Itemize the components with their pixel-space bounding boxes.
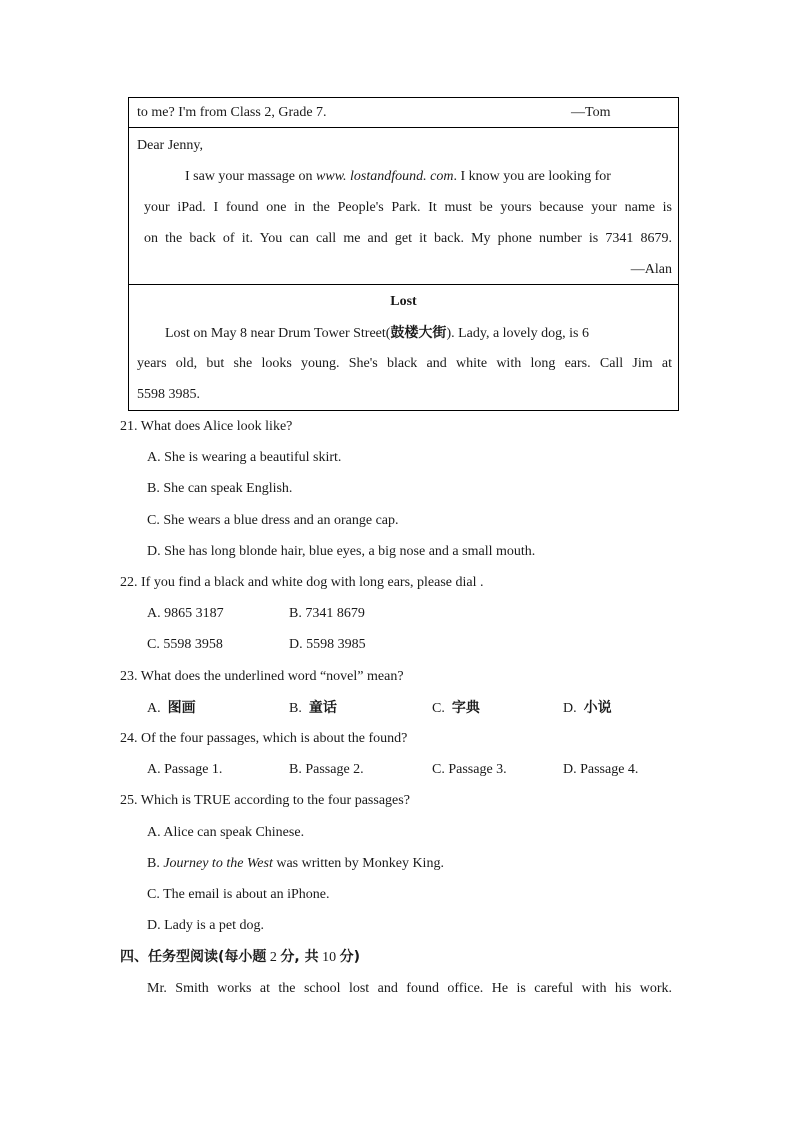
- email-line-3: on the back of it. You can call me and get it back. My phone number is 7341 8679.: [144, 231, 672, 246]
- section-four-first-line: Mr. Smith works at the school lost and found office. He is careful with his work.: [147, 981, 672, 996]
- email-line-1: I saw your massage on www. lostandfound. com. I know you are looking for: [185, 169, 611, 184]
- question-22-option-d: D. 5598 3985: [289, 637, 366, 652]
- lost-title: Lost: [390, 294, 417, 309]
- passage-box-email: [128, 127, 679, 285]
- question-21-option-d: D. She has long blonde hair, blue eyes, a big nose and a small mouth.: [147, 544, 536, 559]
- question-25-option-a: A. Alice can speak Chinese.: [147, 825, 305, 840]
- question-21-option-a: A. She is wearing a beautiful skirt.: [147, 450, 342, 465]
- question-23-stem: 23. What does the underlined word “novel” mean?: [120, 669, 404, 684]
- question-24-option-b: B. Passage 2.: [289, 762, 364, 777]
- section-four-heading: 四、任务型阅读(每小题 2 分, 共 10 分): [120, 949, 361, 965]
- question-23-option-b: B. 童话: [289, 700, 337, 716]
- email-greeting: Dear Jenny,: [137, 138, 203, 153]
- question-22-stem: 22. If you find a black and white dog with long ears, please dial .: [120, 575, 484, 590]
- lost-line-3: 5598 3985.: [137, 387, 200, 402]
- lost-line-1: Lost on May 8 near Drum Tower Street(鼓楼大街). Lady, a lovely dog, is 6: [165, 325, 590, 341]
- passage-box-top: [128, 97, 679, 128]
- question-21-option-c: C. She wears a blue dress and an orange cap.: [147, 513, 399, 528]
- question-25-option-d: D. Lady is a pet dog.: [147, 918, 265, 933]
- question-25-stem: 25. Which is TRUE according to the four passages?: [120, 793, 410, 808]
- question-25-option-b: B. Journey to the West was written by Monkey King.: [147, 856, 444, 871]
- email-url: www. lostandfound. com: [316, 169, 454, 184]
- lost-line-2: years old, but she looks young. She's black and white with long ears. Call Jim at: [137, 356, 672, 371]
- email-line-2: your iPad. I found one in the People's Park. It must be yours because your name is: [144, 200, 672, 215]
- passage-box-lost: [128, 284, 679, 411]
- question-23-option-a: A. 图画: [147, 700, 196, 716]
- question-24-stem: 24. Of the four passages, which is about the found?: [120, 731, 408, 746]
- question-22-option-c: C. 5598 3958: [147, 637, 223, 652]
- passage-top-signature: —Tom: [571, 105, 611, 120]
- question-25-option-c: C. The email is about an iPhone.: [147, 887, 330, 902]
- question-22-option-a: A. 9865 3187: [147, 606, 224, 621]
- passage-top-text: to me? I'm from Class 2, Grade 7.: [137, 105, 327, 120]
- question-24-option-c: C. Passage 3.: [432, 762, 507, 777]
- question-24-option-a: A. Passage 1.: [147, 762, 223, 777]
- email-signature: —Alan: [630, 262, 672, 277]
- question-24-option-d: D. Passage 4.: [563, 762, 639, 777]
- question-21-stem: 21. What does Alice look like?: [120, 419, 293, 434]
- question-23-option-c: C. 字典: [432, 700, 480, 716]
- question-23-option-d: D. 小说: [563, 700, 612, 716]
- question-21-option-b: B. She can speak English.: [147, 481, 293, 496]
- question-22-option-b: B. 7341 8679: [289, 606, 365, 621]
